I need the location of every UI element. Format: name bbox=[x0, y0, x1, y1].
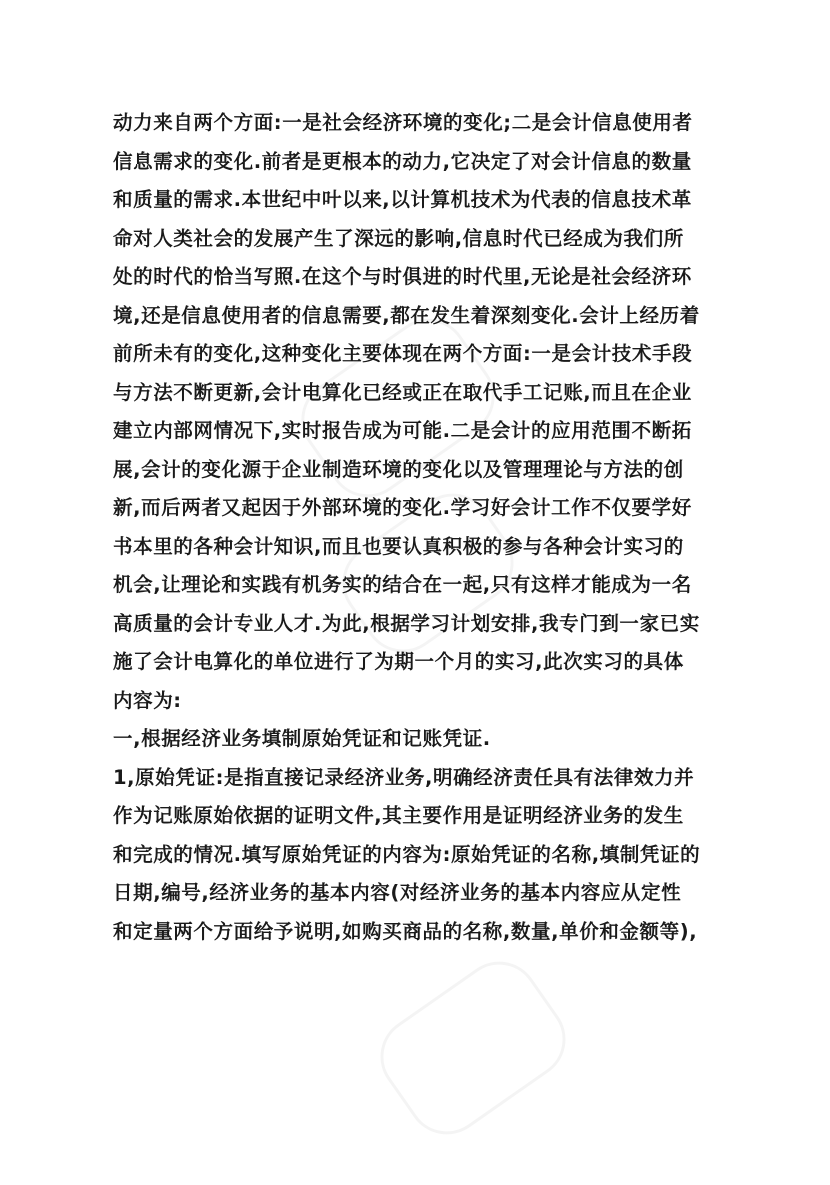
body-text bbox=[113, 104, 719, 951]
text-line: 和完成的情况.填写原始凭证的内容为:原始凭证的名称,填制凭证的 bbox=[113, 842, 701, 866]
text-line: 新,而后两者又起因于外部环境的变化.学习好会计工作不仅要学好 bbox=[113, 496, 692, 519]
text-line: 和质量的需求.本世纪中叶以来,以计算机技术为代表的信息技术革 bbox=[113, 188, 692, 211]
text-line: 和定量两个方面给予说明,如购买商品的名称,数量,单价和金额等), bbox=[113, 919, 698, 943]
text-line: 处的时代的恰当写照.在这个与时俱进的时代里,无论是社会经济环 bbox=[113, 265, 692, 288]
text-line: 命对人类社会的发展产生了深远的影响,信息时代已经成为我们所 bbox=[113, 226, 684, 250]
text-line: 前所未有的变化,这种变化主要体现在两个方面:一是会计技术手段 bbox=[113, 342, 693, 365]
text-line: 建立内部网情况下,实时报告成为可能.二是会计的应用范围不断拓 bbox=[113, 419, 692, 442]
text-line: 日期,编号,经济业务的基本内容(对经济业务的基本内容应从定性 bbox=[113, 881, 682, 904]
text-line: 施了会计电算化的单位进行了为期一个月的实习,此次实习的具体 bbox=[113, 650, 684, 673]
text-line: 机会,让理论和实践有机务实的结合在一起,只有这样才能成为一名 bbox=[113, 573, 692, 596]
text-line: 高质量的会计专业人才.为此,根据学习计划安排,我专门到一家已实 bbox=[113, 611, 700, 635]
text-line: 动力来自两个方面:一是社会经济环境的变化;二是会计信息使用者 bbox=[113, 111, 693, 134]
text-line: 与方法不断更新,会计电算化已经或正在取代手工记账,而且在企业 bbox=[113, 380, 692, 404]
text-line: 书本里的各种会计知识,而且也要认真积极的参与各种会计实习的 bbox=[113, 534, 684, 558]
text-line: 信息需求的变化.前者是更根本的动力,它决定了对会计信息的数量 bbox=[113, 149, 692, 173]
text-line: 内容为: bbox=[113, 688, 182, 712]
section-heading: 一,根据经济业务填制原始凭证和记账凭证. bbox=[113, 727, 491, 750]
text-line: 作为记账原始依据的证明文件,其主要作用是证明经济业务的发生 bbox=[113, 804, 684, 827]
text-line: 境,还是信息使用者的信息需要,都在发生着深刻变化.会计上经历着 bbox=[113, 303, 700, 327]
text-line: 1,原始凭证:是指直接记录经济业务,明确经济责任具有法律效力并 bbox=[113, 765, 695, 789]
text-line: 展,会计的变化源于企业制造环境的变化以及管理理论与方法的创 bbox=[113, 457, 684, 481]
